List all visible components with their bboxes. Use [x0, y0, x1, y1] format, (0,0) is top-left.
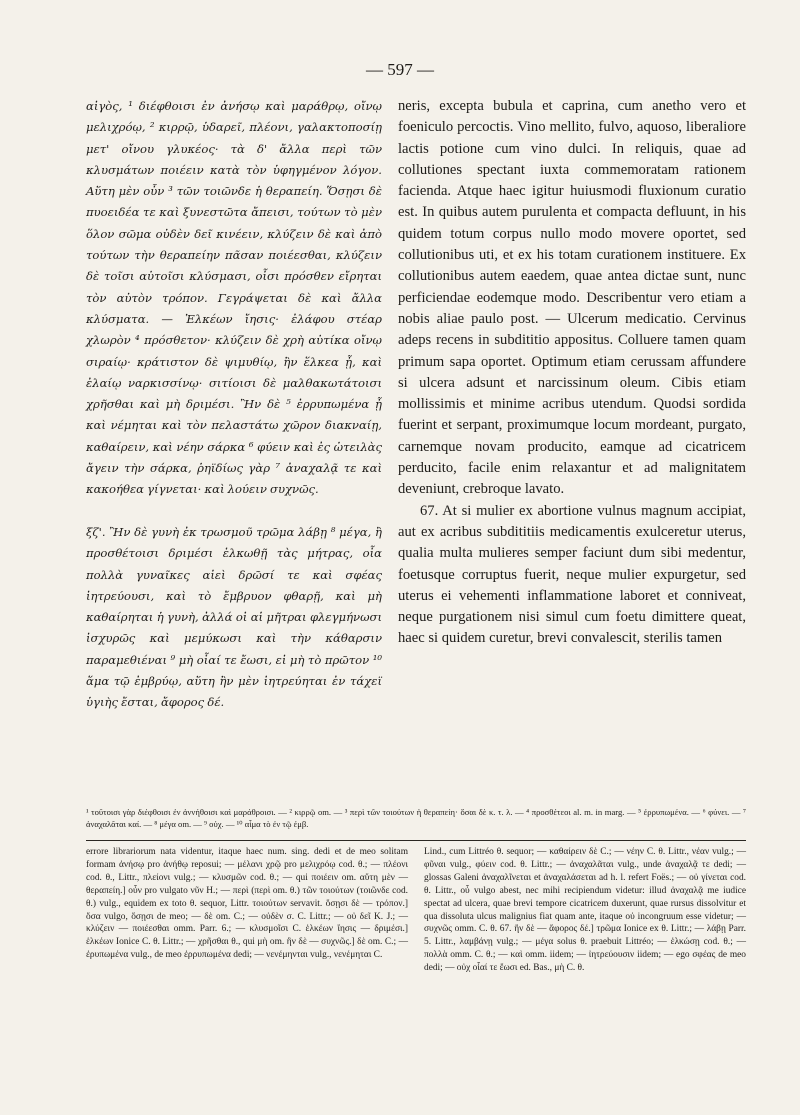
footnotes: ¹ τοῦτοισι γὰρ διέφθοισι ἐν ἀννήθοισι καὶ μαράθροισι. — ² κιρρῷ om. — ³ περὶ τῶν τοιούτων ἡ θεραπείη· ὅσαι δὲ κ. τ. λ. — ⁴ προσθέτεοι al. m. in marg. — ⁵ ἐρρυπωμένα. — ⁶ φύνει. — ⁷ ἀναχαλᾶται καί. — ⁸ μέγα om. — ⁹ οὐχ. — ¹⁰ αἷμα τὸ ἐν τῷ ἐμβ. — [86, 807, 746, 829]
greek-text-column — [86, 96, 382, 714]
latin-paragraph-1: neris, excepta bubula et caprina, cum anetho vero et foeniculo percoctis. Vino mellito, fulvo, aquoso, liberaliore lactis potione cum vino dulci. In reliquis, quae ad collutiones spectant iuxta commemoratam rationem facienda. Atque haec igitur huiusmodi fluxionum curatio est. In quibus autem purulenta et compacta defluunt, in his quidem totum corpus nullo modo movere oportet, sed collutionibus uti, et ex his totam curationem instituere. Ex collutionibus autem eaedem, quae antea dictae sunt, nunc perficiendae eodemque modo. Describentur vero etiam a nobis aliae paulo post. — Ulcerum medicatio. Cervinus adeps recens in subdititio appositus. Colluere tamen quam primum sapa oportet. Optimum etiam cerussam affundere si ulcera adsunt et narcissinum oleum. Cibis etiam mollissimis et minime acribus utendum. Quodsi sordida fuerint et serpant, proximumque locum mordeant, purgato, carnemque novam producito, eamque ad cicatricem perducito, facile enim relaxantur et ad malignitatem deveniunt, crebroque lavato. — [398, 98, 746, 498]
greek-paragraph-1: αἰγὸς, ¹ διέφθοισι ἐν ἀνήσῳ καὶ μαράθρῳ, οἴνῳ μελιχρόῳ, ² κιρρῷ, ὑδαρεῖ, πλέονι, γαλακτοποσίῃ μετ' οἴνου γλυκέος· τὰ δ' ἄλλα περὶ τῶν κλυσμάτων ποιέειν κατὰ τὸν ὑφηγμένον λόγον. Αὕτη μὲν οὖν ³ τῶν τοιῶνδε ἡ θεραπείη. Ὅσῃσι δὲ πυοειδέα τε καὶ ξυνεστῶτα ἄπεισι, τούτων τὸ μὲν ὅλον σῶμα οὐδὲν δεῖ κινέειν, κλύζειν δὲ καὶ ἀπὸ τούτων τὴν θεραπείην πᾶσαν ποιέεσθαι, κλύζειν δὲ τοῖσι αὐτοῖσι κλύσμασι, οἷσι πρόσθεν εἴρηται τὸν αὐτὸν τρόπον. Γεγράψεται δὲ καὶ ἄλλα κλύσματα. — Ἑλκέων ἴησις· ἐλάφου στέαρ χλωρὸν ⁴ πρόσθετον· κλύζειν δὲ χρὴ αὐτίκα οἴνῳ σιραίῳ· κράτιστον δὲ ψιμυθίῳ, ἢν ἕλκεα ᾖ, καὶ ἐλαίῳ ναρκισσίνῳ· σιτίοισι δὲ μαλθακωτάτοισι χρῆσθαι καὶ μὴ δριμέσι. Ἢν δὲ ⁵ ἐρρυπωμένα ᾖ καὶ νέμηται καὶ τὸν πελαστάτω χῶρον διακναίῃ, καθαίρειν, καὶ νέην σάρκα ⁶ φύειν καὶ ἐς ὠτειλὰς ἄγειν τὴν σάρκα, ῥηϊδίως γὰρ ⁷ ἀναχαλᾷ τε καὶ κακοήθεα γίγνεται· καὶ λούειν συχνῶς. — [86, 99, 382, 497]
latin-translation-column — [398, 96, 746, 650]
page-number: — 597 — — [366, 60, 434, 79]
greek-paragraph-2: ξζ'. Ἢν δὲ γυνὴ ἐκ τρωσμοῦ τρῶμα λάβῃ ⁸ μέγα, ἢ προσθέτοισι δριμέσι ἑλκωθῇ τὰς μήτρας, οἷα πολλὰ γυναῖκες αἰεὶ δρῶσί τε καὶ σφέας ἰητρεύουσι, καὶ τὸ ἔμβρυον φθαρῇ, καὶ μὴ καθαίρηται ἡ γυνὴ, ἀλλά οἱ αἱ μῆτραι φλεγμήνωσι ἰσχυρῶς καὶ μεμύκωσι καὶ τὴν κάθαρσιν παραμεθιέναι ⁹ μὴ οἷαί τε ἔωσι, εἰ μὴ τὸ πρῶτον ¹⁰ ἅμα τῷ ἐμβρύῳ, αὕτη ἢν μὲν ἰητρεύηται ἐν τάχεϊ ὑγιὴς ἔσται, ἄφορος δέ. — [86, 524, 382, 710]
divider-rule — [86, 840, 746, 841]
critical-apparatus-right: Lind., cum Littréo θ. sequor; — καθαίρειν δὲ C.; — νέην C. θ. Littr., νέαν vulg.; — φῦναι vulg., φύειν cod. θ. Littr.; — ἀναχαλᾶται vulg., unde ἀναχαλᾷ τε dedi; — glossas Galeni ἀναχαλῖνεται et ἀναχαλάσεται ad h. l. refert Foës.; — οὐ γίνεται cod. θ. Littr., οὖ vulgo abest, nec mihi recipiendum videtur: illud ἀναχαλᾷ me iudice spectat ad ulcera, quae brevi tempore cicatricem duxerunt, quae rursus dissolvitur et qua dissoluta ulcus malignius fiat quam ante, itaque οὐ incongruum esse videtur; — συχνῶς omm. C. θ. 67. ἢν δὲ — ἄφορος δέ.] τρῶμα Ionice ex θ. Littr.; — λάβῃ Parr. 5. Littr., λαμβάνῃ vulg.; — μέγα solus θ. praebuit Littréo; — ἑλκώσῃ cod. θ.; — πολλὰ omm. C. θ.; — καὶ omm. iidem; — ἰητρεύουσιν iidem; — ego σφέας de meo dedi; — οὐχ οἷαί τε ἔωσι ed. Bas., μὴ C. θ. — [424, 847, 746, 974]
critical-apparatus-left: errore librariorum nata videntur, itaque haec num. sing. dedi et de meo solitam formam ἀνήσῳ pro ἀνήθῳ reposui; — μέλανι χρῷ pro μελιχρόῳ cod. θ.; — πλέονι cod. θ., Littr., πλείονι vulg.; — κλυσμῶν cod. θ.; — qui ποιέειν om. αὕτη μὲν — θεραπείη.] οὖν pro vulgato νῦν H.; — περὶ (περὶ om. θ.) τῶν τοιούτων (τοιῶνδε cod. θ.) vulg., equidem ex toto θ. sequor, Littr. τοιούτων servavit. ὅσῃσι δὲ — τρόπον.] ὅσα vulgo, ὅσῃσι de meo; — δὲ om. C.; — οὐδὲν σ. C. Littr.; — οὐ δεῖ K. J.; — κλύζειν — ποιέεσθαι omm. Parr. 6.; — κλυσμοῖσι C. ἑλκέων ἴησις — δριμέσι.] ἑλκέων Ionice C. θ. Littr.; — χρῆσθαι θ., qui μὴ om. ἢν δὲ — συχνῶς.] δὲ om. C.; — ἐρυπωμένα vulg., de meo ἐρρυπωμένα dedi; — νενέμηνται vulg., νενέμηται C. — [86, 847, 408, 961]
latin-paragraph-2: 67. At si mulier ex abortione vulnus magnum accipiat, aut ex acribus subdititiis medicamentis exulceretur uterus, qualia multa mulieres semper faciunt dum sibi medentur, foetusque corruptus fuerit, neque mulier expurgetur, sed uterus ei vehementi inflammatione laboret et conniveat, neque purgationem nisi simul cum foetu dimittere queat, haec si quidem curetur, brevi convalescit, sterilis tamen — [398, 502, 746, 647]
